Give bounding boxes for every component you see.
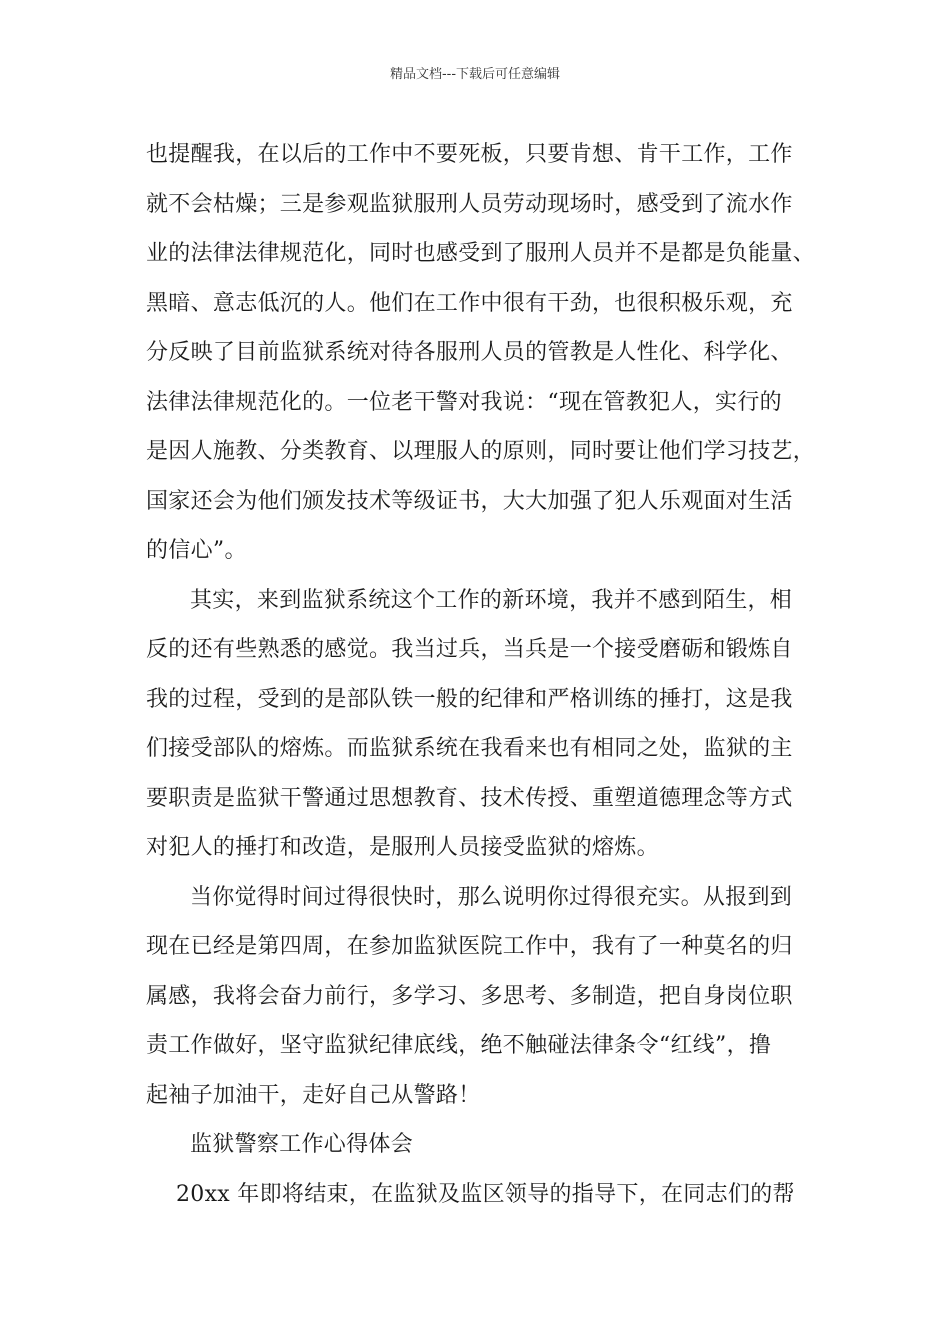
page-header: 精品文档---下载后可任意编辑 [389, 67, 561, 82]
text-line: 我的过程，受到的是部队铁一般的纪律和严格训练的捶打，这是我 [146, 686, 793, 712]
text-line: 也提醒我，在以后的工作中不要死板，只要肯想、肯干工作，工作 [146, 142, 793, 167]
text-line: 国家还会为他们颁发技术等级证书，大大加强了犯人乐观面对生活 [146, 488, 793, 514]
text-line: 现在已经是第四周，在参加监狱医院工作中，我有了一种莫名的归 [146, 934, 793, 959]
text-line: 属感，我将会奋力前行，多学习、多思考、多制造，把自身岗位职 [146, 983, 793, 1009]
text-line: 要职责是监狱干警通过思想教育、技术传授、重塑道德理念等方式 [146, 785, 793, 811]
text-line: 法律法律规范化的。一位老干警对我说：“现在管教犯人，实行的 [146, 389, 782, 415]
text-line: 业的法律法律规范化，同时也感受到了服刑人员并不是都是负能量、 [146, 241, 816, 266]
text-line: 就不会枯燥；三是参观监狱服刑人员劳动现场时，感受到了流水作 [146, 191, 793, 217]
text-line: 对犯人的捶打和改造，是服刑人员接受监狱的熔炼。 [146, 835, 659, 860]
text-line: 起袖子加油干，走好自己从警路！ [146, 1082, 481, 1108]
text-line: 的信心”。 [146, 538, 247, 563]
text-line: 其实，来到监狱系统这个工作的新环境，我并不感到陌生，相 [190, 587, 793, 613]
text-line: 分反映了目前监狱系统对待各服刑人员的管教是人性化、科学化、 [146, 340, 793, 365]
text-line: 20xx 年即将结束，在监狱及监区领导的指导下，在同志们的帮 [176, 1181, 795, 1207]
text-line: 责工作做好，坚守监狱纪律底线，绝不触碰法律条令“红线”，撸 [146, 1033, 772, 1058]
text-line: 反的还有些熟悉的感觉。我当过兵，当兵是一个接受磨砺和锻炼自 [146, 637, 793, 662]
document-body [146, 130, 836, 1219]
text-line: 当你觉得时间过得很快时，那么说明你过得很充实。从报到到 [190, 884, 793, 910]
text-line: 监狱警察工作心得体会 [190, 1132, 414, 1157]
text-line: 们接受部队的熔炼。而监狱系统在我看来也有相同之处，监狱的主 [146, 736, 793, 761]
text-line: 是因人施教、分类教育、以理服人的原则，同时要让他们学习技艺， [146, 439, 816, 464]
text-line: 黑暗、意志低沉的人。他们在工作中很有干劲，也很积极乐观，充 [146, 290, 793, 316]
